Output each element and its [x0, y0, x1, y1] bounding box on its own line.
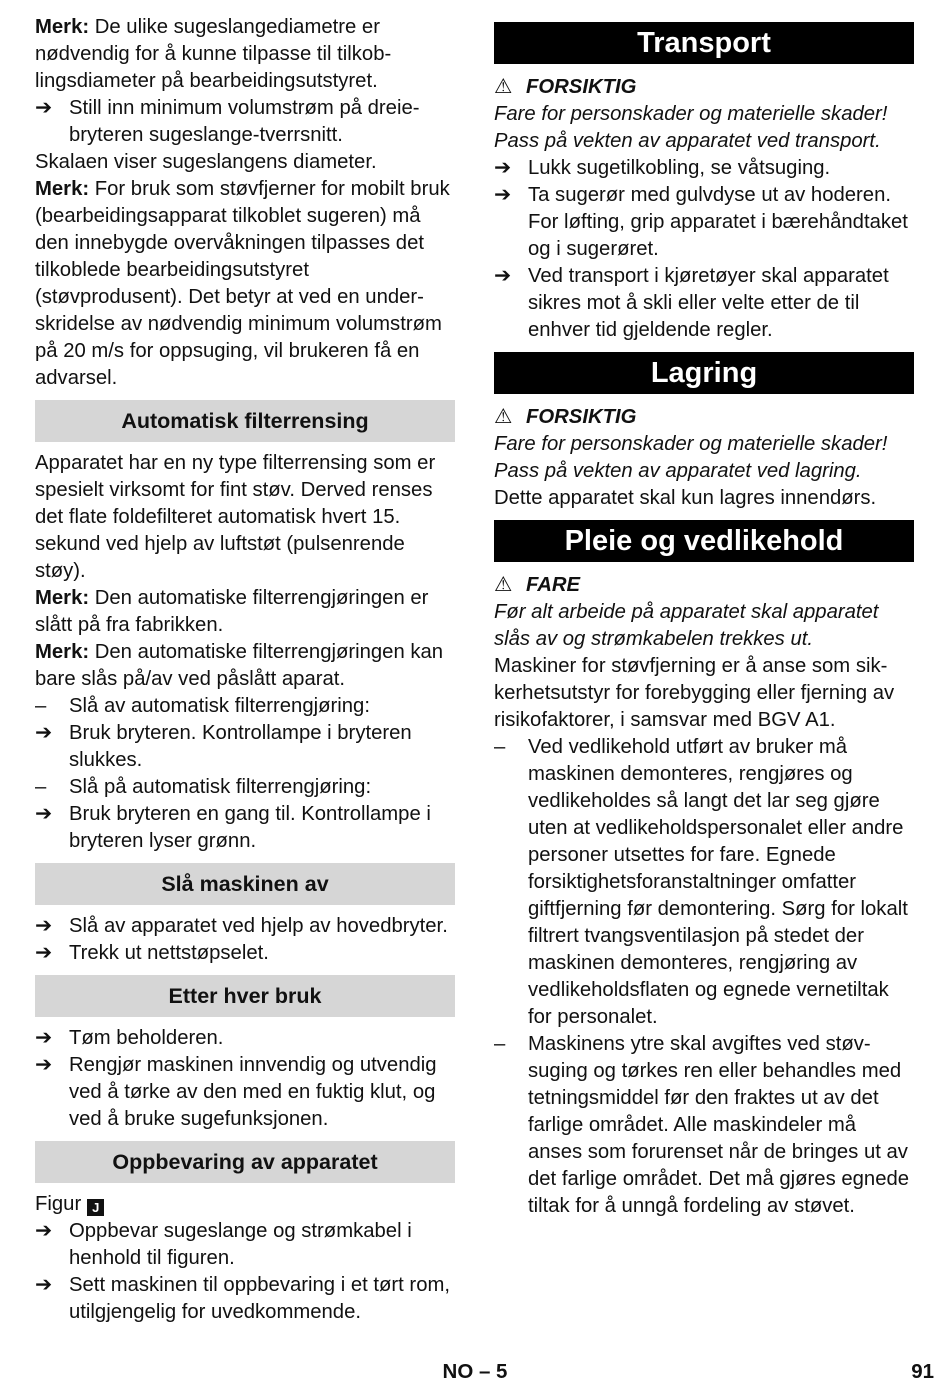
paragraph: Apparatet har en ny type filterrensing som er spesielt virksomt for fint støv. Derved renses det flate foldefilteret automatisk hvert 15. sekund ved hjelp av luftstøt (pulsenrende støy).	[35, 452, 436, 582]
list-item: ➔ Still inn minimum volumstrøm på dreiebryteren sugeslange-tverrsnitt.	[35, 97, 420, 146]
list-item: ➔ Sett maskinen til oppbevaring i et tørt rom, utilgjengelig for uvedkommende.	[35, 1274, 450, 1323]
list-item: ➔ Rengjør maskinen innvendig og utvendig ved å tørke av den med en fuktig klut, og ved å bruke sugefunksjonen.	[35, 1054, 437, 1130]
warning-label: ⚠ FORSIKTIG	[494, 404, 914, 431]
left-column	[35, 14, 455, 1326]
list-item: – Slå på automatisk filterrengjøring:	[35, 774, 455, 801]
section-heading-oppbevaring: Oppbevaring av apparatet	[35, 1141, 455, 1183]
list-item: ➔ Ta sugerør med gulvdyse ut av hoderen. For løfting, grip apparatet i bærehåndtaket og i sugerøret.	[494, 184, 908, 260]
paragraph: Skalaen viser sugeslangens diameter.	[35, 151, 377, 173]
section-heading-transport: Transport	[494, 22, 914, 64]
dash-icon: –	[494, 1033, 506, 1055]
section-heading-pleie: Pleie og vedlikehold	[494, 520, 914, 562]
arrow-icon: ➔	[494, 265, 511, 287]
list-item: ➔ Tøm beholderen.	[35, 1025, 455, 1052]
warning-triangle-icon: ⚠	[494, 406, 513, 428]
list-item: ➔ Ved transport i kjøretøyer skal apparatet sikres mot å skli eller velte etter de til enhver tid gjeldende regler.	[494, 265, 889, 341]
paragraph: Maskiner for støvfjerning er å anse som sikkerhetsutstyr for forebygging eller fjerning av risikofaktorer, i samsvar med BGV A1.	[494, 655, 895, 731]
warning-label: ⚠ FARE	[494, 572, 914, 599]
arrow-icon: ➔	[35, 1274, 52, 1296]
paragraph: Merk: Den automatiske filterrengjøringen er slått på fra fabrikken.	[35, 587, 429, 636]
paragraph: Merk: De ulike sugeslangediametre er nødvendig for å kunne tilpasse til tilkoblingsdiameter på bearbeidingsutstyret.	[35, 16, 392, 92]
warning-triangle-icon: ⚠	[494, 76, 513, 98]
paragraph: Merk: Den automatiske filterrengjøringen kan bare slås på/av ved påslått aparat.	[35, 641, 444, 690]
arrow-icon: ➔	[494, 184, 511, 206]
list-item: ➔ Lukk sugetilkobling, se våtsuging.	[494, 155, 914, 182]
list-item: ➔ Oppbevar sugeslange og strømkabel i henhold til figuren.	[35, 1220, 412, 1269]
warning-label: ⚠ FORSIKTIG	[494, 74, 914, 101]
right-column	[494, 14, 914, 1220]
dash-icon: –	[494, 736, 506, 758]
arrow-icon: ➔	[35, 1027, 52, 1049]
list-item: ➔ Bruk bryteren. Kontrollampe i bryteren slukkes.	[35, 722, 412, 771]
arrow-icon: ➔	[35, 722, 52, 744]
arrow-icon: ➔	[35, 915, 52, 937]
list-item: – Slå av automatisk filterrengjøring:	[35, 693, 455, 720]
arrow-icon: ➔	[494, 157, 511, 179]
footer-section-label: NO – 5	[442, 1360, 508, 1383]
figure-letter-badge: J	[87, 1199, 104, 1216]
warning-text: Før alt arbeide på apparatet skal apparatet slås av og strømkabelen trekkes ut.	[494, 601, 879, 650]
section-heading-lagring: Lagring	[494, 352, 914, 394]
page-number: 91	[911, 1360, 934, 1383]
arrow-icon: ➔	[35, 97, 52, 119]
warning-text: Fare for personskader og materielle skader! Pass på vekten av apparatet ved transport.	[494, 103, 888, 152]
list-item: ➔ Trekk ut nettstøpselet.	[35, 940, 455, 967]
warning-triangle-icon: ⚠	[494, 574, 513, 596]
list-item: ➔ Slå av apparatet ved hjelp av hovedbryter.	[35, 913, 455, 940]
dash-icon: –	[35, 695, 47, 717]
arrow-icon: ➔	[35, 942, 52, 964]
arrow-icon: ➔	[35, 1220, 52, 1242]
section-heading-automatisk: Automatisk filterrensing	[35, 400, 455, 442]
arrow-icon: ➔	[35, 1054, 52, 1076]
list-item: – Ved vedlikehold utført av bruker må maskinen demonteres, rengjøres og vedlikeholdes så langt det lar seg gjøre uten at vedlikeholdspersonalet eller andre personer utsettes for fare. Egnede forsiktighetsforanstaltninger omfatter giftfjerning før demontering. Sørg for lokalt filtrert tvangsventilasjon på stedet der maskinen demonteres, rengjøring av vedlikeholdsflaten og egnede vernetiltak for personalet.	[494, 736, 908, 1028]
paragraph: Dette apparatet skal kun lagres innendørs.	[494, 487, 877, 509]
paragraph: Merk: For bruk som støvfjerner for mobilt bruk (bearbeidingsapparat tilkoblet sugeren) må den innebygde overvåkningen tilpasses det tilkoblede bearbeidingsutstyret (støvprodusent). Det betyr at ved en underskridelse av nødvendig minimum volumstrøm på 20 m/s for oppsuging, vil brukeren få en advarsel.	[35, 178, 450, 389]
section-heading-etter-bruk: Etter hver bruk	[35, 975, 455, 1017]
figure-reference: Figur J	[35, 1191, 455, 1218]
dash-icon: –	[35, 776, 47, 798]
list-item: ➔ Bruk bryteren en gang til. Kontrollampe i bryteren lyser grønn.	[35, 803, 431, 852]
arrow-icon: ➔	[35, 803, 52, 825]
warning-text: Fare for personskader og materielle skader! Pass på vekten av apparatet ved lagring.	[494, 433, 888, 482]
section-heading-sla-av: Slå maskinen av	[35, 863, 455, 905]
list-item: – Maskinens ytre skal avgiftes ved støvsuging og tørkes ren eller behandles med tetningsmiddel før den fraktes ut av det farlige området. Alle maskindeler må anses som forurenset når de bringes ut av det farlige området. Det må gjøres egnede tiltak for å unngå fordeling av støvet.	[494, 1033, 910, 1217]
